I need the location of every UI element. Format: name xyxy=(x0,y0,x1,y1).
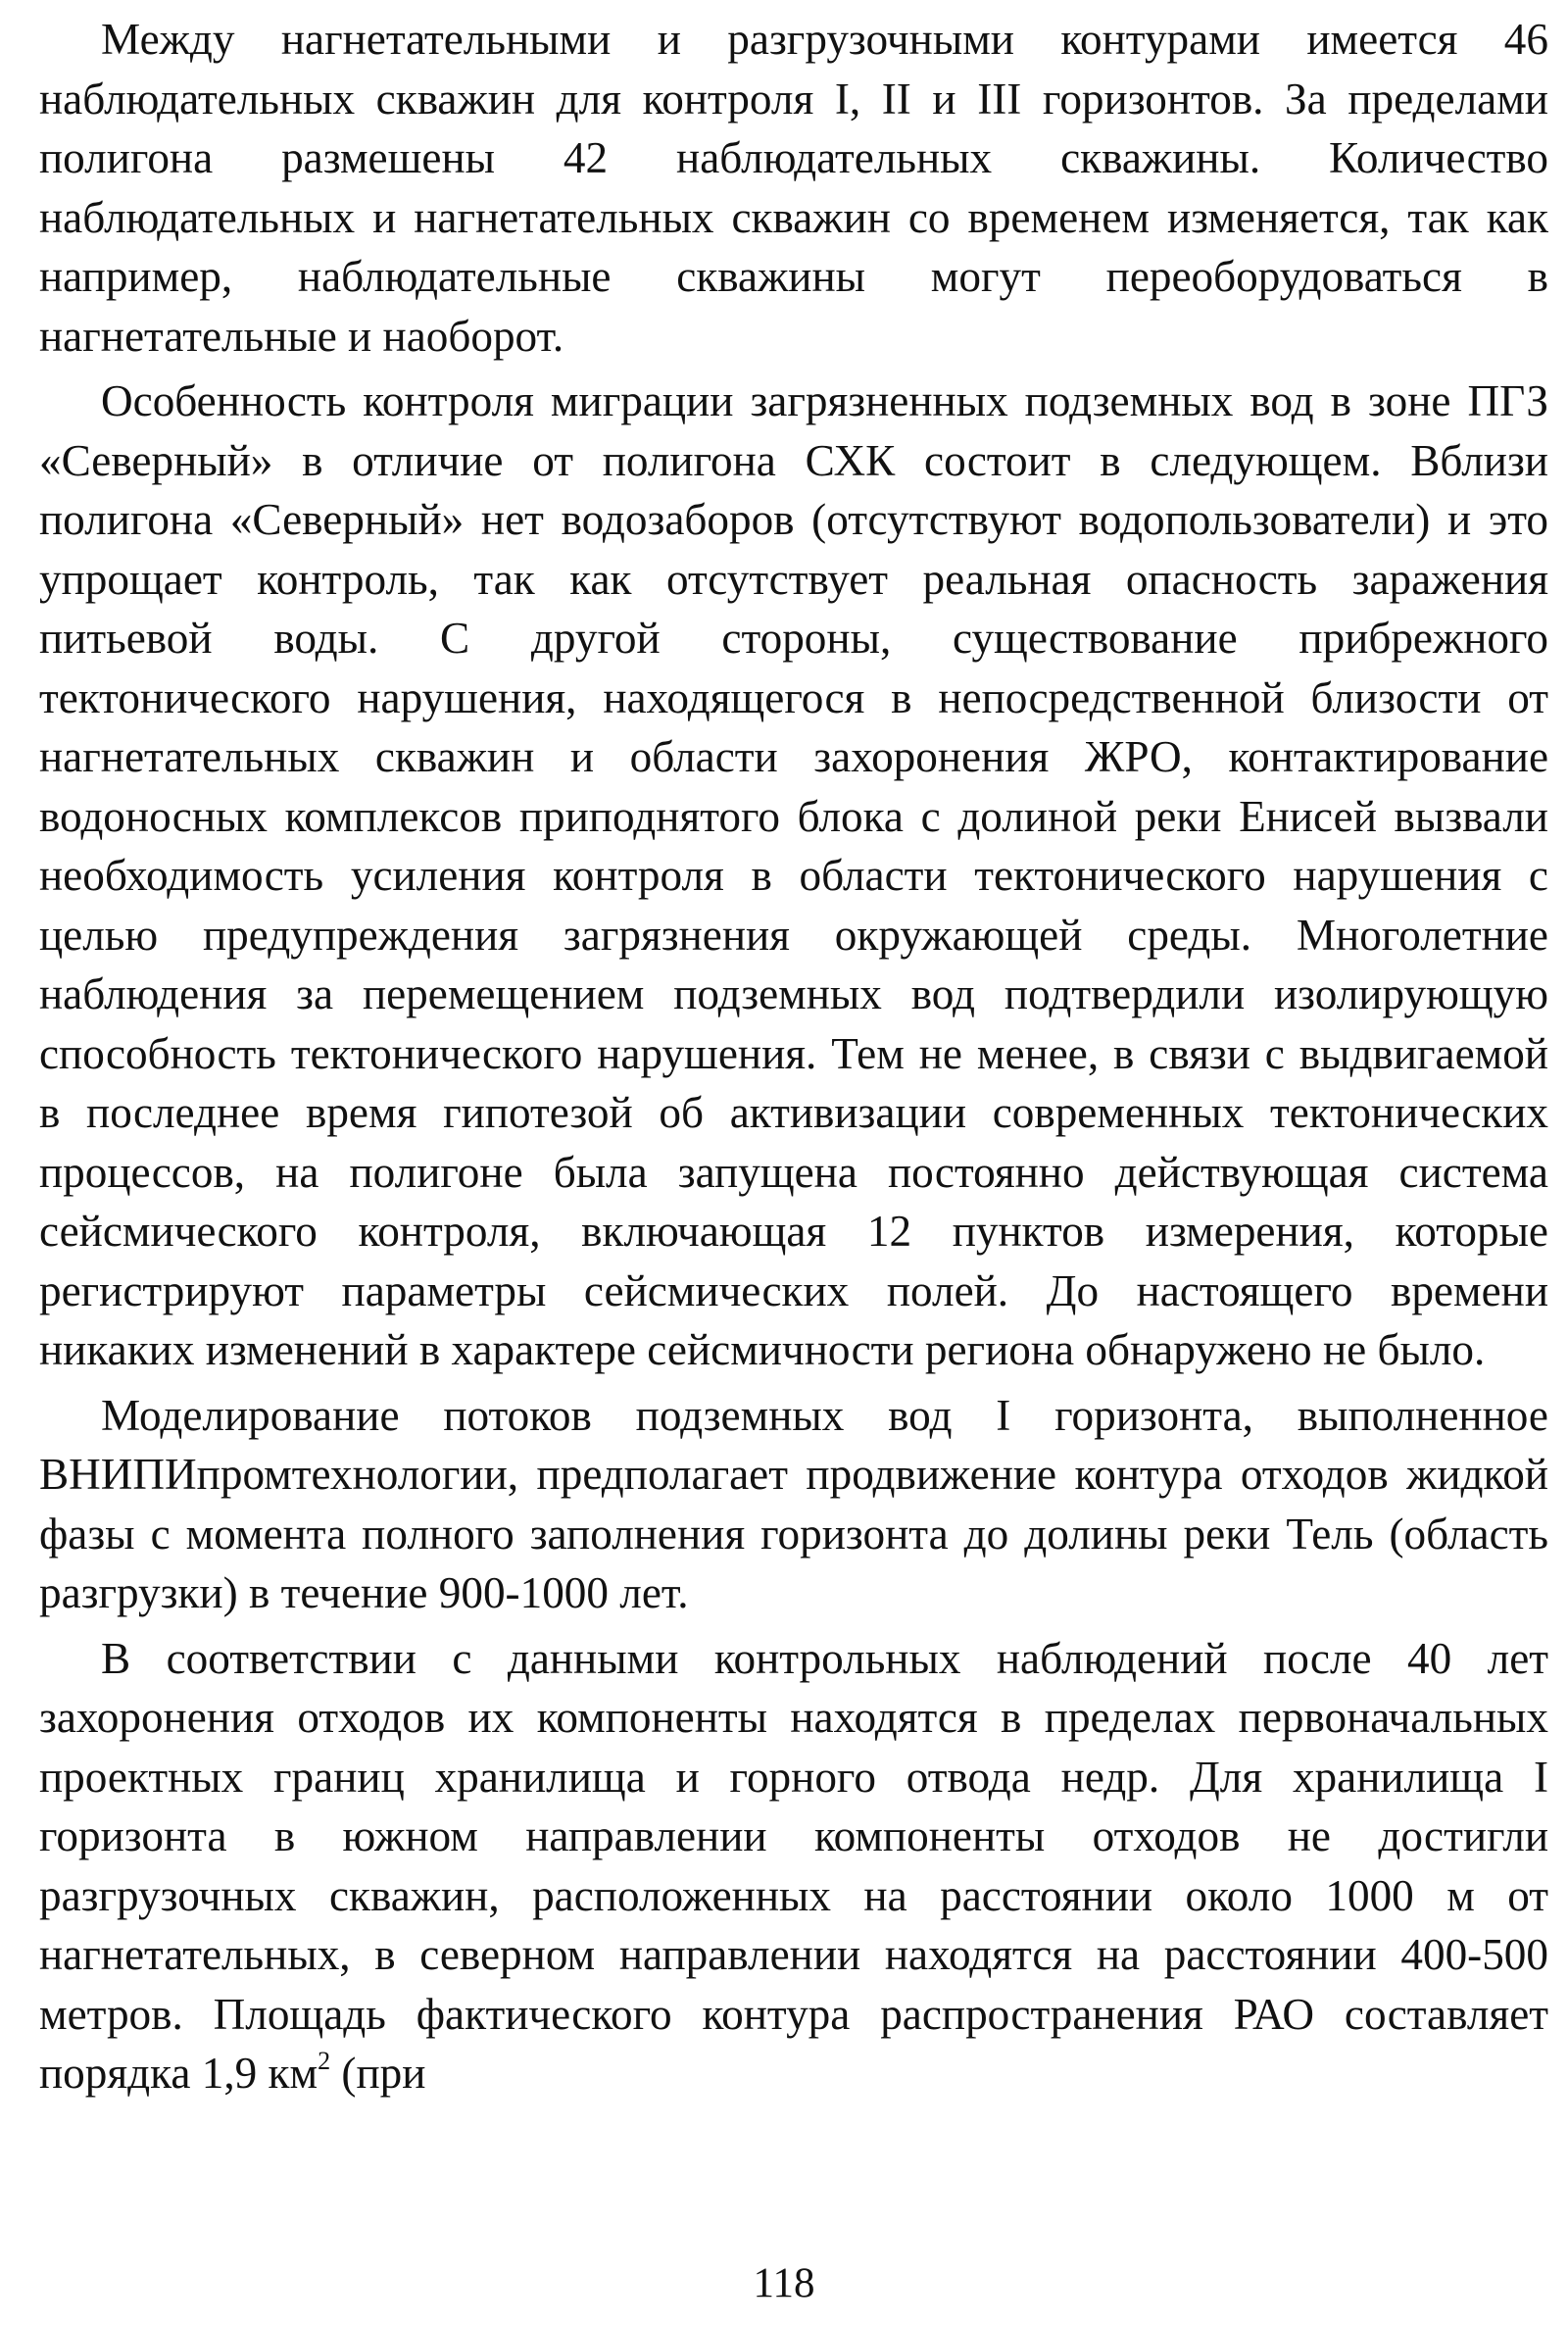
page-number: 118 xyxy=(753,2260,815,2306)
paragraph-4-tail: (при xyxy=(330,2049,426,2098)
document-page xyxy=(39,10,1548,2313)
paragraph-4-text: В соответствии с данными контрольных наблюдений после 40 лет захоронения отходов их компоненты находятся в пределах первоначальных проектных границ хранилища и горного отвода недр. Для хранилища I горизонта в южном направлении компоненты отходов не достигли разгрузочных скважин, расположенных на расстоянии около 1000 м от нагнетательных, в северном направлении находятся на расстоянии 400-500 метров. Площадь фактического контура распространения РАО составляет порядка 1,9 км xyxy=(39,1633,1548,2098)
paragraph-3: Моделирование потоков подземных вод I горизонта, выполненное ВНИПИпромтехнологии, предполагает продвижение контура отходов жидкой фазы с момента полного заполнения горизонта до долины реки Тель (область разгрузки) в течение 900-1000 лет. xyxy=(39,1390,1548,1617)
paragraph-2: Особенность контроля миграции загрязненных подземных вод в зоне ПГЗ «Северный» в отличие от полигона СХК состоит в следующем. Вблизи полигона «Северный» нет водозаборов (отсутствуют водопользователи) и это упрощает контроль, так как отсутствует реальная опасность заражения питьевой воды. С другой стороны, существование прибрежного тектонического нарушения, находящегося в непосредственной близости от нагнетательных скважин и области захоронения ЖРО, контактирование водоносных комплексов приподнятого блока с долиной реки Енисей вызвали необходимость усиления контроля в области тектонического нарушения с целью предупреждения загрязнения окружающей среды. Многолетние наблюдения за перемещением подземных вод подтвердили изолирующую способность тектонического нарушения. Тем не менее, в связи с выдвигаемой в последнее время гипотезой об активизации современных тектонических процессов, на полигоне была запущена постоянно действующая система сейсмического контроля, включающая 12 пунктов измерения, которые регистрируют параметры сейсмических полей. До настоящего времени никаких изменений в характере сейсмичности региона обнаружено не было. xyxy=(39,376,1548,1374)
superscript-exponent: 2 xyxy=(318,2047,331,2075)
paragraph-1: Между нагнетательными и разгрузочными контурами имеется 46 наблюдательных скважин для контроля I, II и III горизонтов. За пределами полигона размешены 42 наблюдательных скважины. Количество наблюдательных и нагнетательных скважин со временем изменяется, так как например, наблюдательные скважины могут переоборудоваться в нагнетательные и наоборот. xyxy=(39,15,1548,361)
paragraph-4 xyxy=(39,1629,1548,2103)
